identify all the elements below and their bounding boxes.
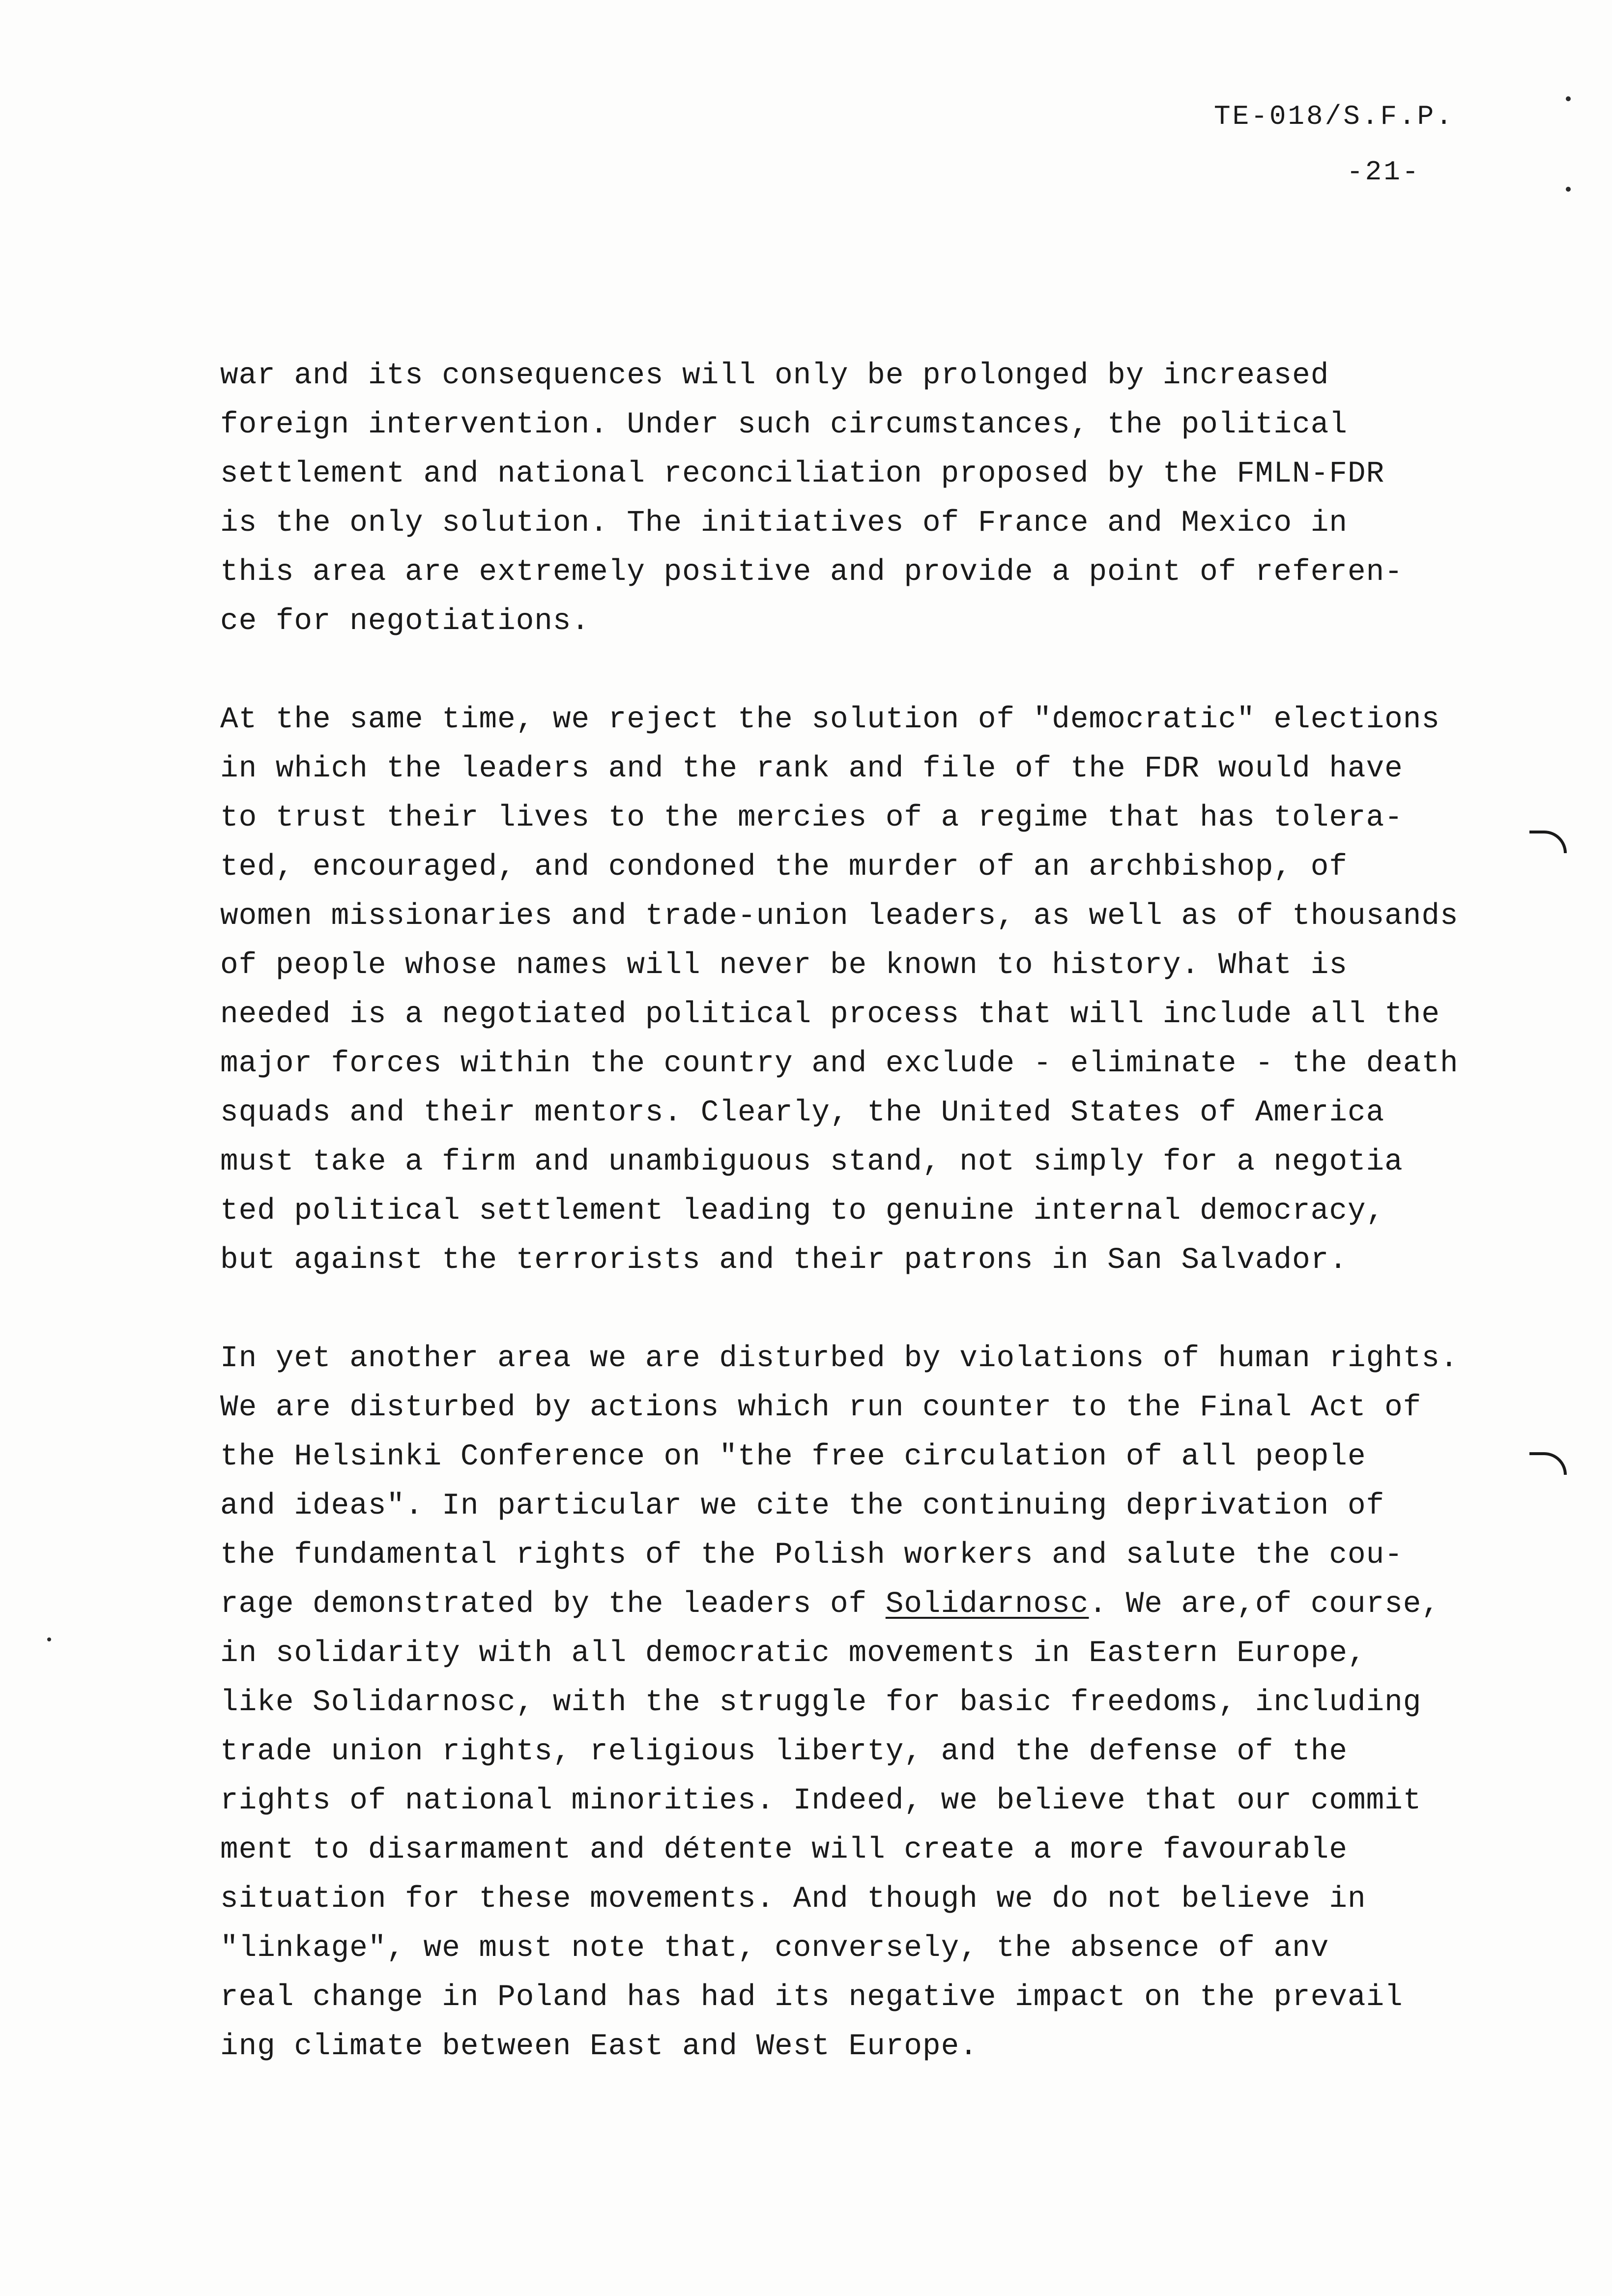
- text-line: settlement and national reconciliation proposed by the FMLN-FDR: [220, 457, 1385, 491]
- margin-speck-1: [1566, 96, 1571, 101]
- text-line: foreign intervention. Under such circumstances, the political: [220, 408, 1348, 442]
- text-line: the Helsinki Conference on "the free circulation of all people: [220, 1440, 1366, 1474]
- text-line: ment to disarmament and détente will create a more favourable: [220, 1833, 1348, 1867]
- text-line: in which the leaders and the rank and file of the FDR would have: [220, 752, 1403, 786]
- text-line: In yet another area we are disturbed by violations of human rights.: [220, 1342, 1459, 1376]
- text-line: this area are extremely positive and provide a point of referen-: [220, 555, 1403, 589]
- text-line: is the only solution. The initiatives of France and Mexico in: [220, 506, 1348, 540]
- text-line: like Solidarnosc, with the struggle for basic freedoms, including: [220, 1686, 1422, 1720]
- text-line: situation for these movements. And though we do not believe in: [220, 1882, 1366, 1916]
- text-line: We are disturbed by actions which run counter to the Final Act of: [220, 1391, 1422, 1425]
- paragraph-1: [220, 351, 1557, 646]
- paragraph-3: [220, 1334, 1557, 2071]
- text-line: ted political settlement leading to genuine internal democracy,: [220, 1194, 1385, 1228]
- text-line: in solidarity with all democratic movements in Eastern Europe,: [220, 1636, 1366, 1670]
- text-line: At the same time, we reject the solution of "democratic" elections: [220, 703, 1440, 737]
- text-line: but against the terrorists and their patrons in San Salvador.: [220, 1243, 1348, 1277]
- text-line: rage demonstrated by the leaders of Solidarnosc. We are,of course,: [220, 1587, 1440, 1621]
- margin-speck-2: [1566, 187, 1571, 192]
- text-line: ce for negotiations.: [220, 604, 590, 638]
- page-header: [0, 0, 1612, 197]
- text-line: real change in Poland has had its negative impact on the prevail: [220, 1980, 1403, 2014]
- page-number: -21-: [1347, 156, 1421, 188]
- margin-speck-3: [47, 1637, 51, 1641]
- text-line: ing climate between East and West Europe.: [220, 2030, 978, 2064]
- text-line: ted, encouraged, and condoned the murder of an archbishop, of: [220, 850, 1348, 884]
- text-line: major forces within the country and exclude - eliminate - the death: [220, 1047, 1459, 1081]
- text-line: trade union rights, religious liberty, and the defense of the: [220, 1735, 1348, 1769]
- underlined-word: Solidarnosc: [885, 1587, 1089, 1621]
- text-line: "linkage", we must note that, conversely, the absence of anv: [220, 1931, 1329, 1965]
- text-line: squads and their mentors. Clearly, the United States of America: [220, 1096, 1385, 1130]
- text-line: to trust their lives to the mercies of a regime that has tolera-: [220, 801, 1403, 835]
- text-line: and ideas". In particular we cite the continuing deprivation of: [220, 1489, 1385, 1523]
- paragraph-2: [220, 695, 1557, 1285]
- text-line: the fundamental rights of the Polish workers and salute the cou-: [220, 1538, 1403, 1572]
- text-line: rights of national minorities. Indeed, we believe that our commit: [220, 1784, 1422, 1818]
- body-text: [220, 351, 1557, 2121]
- text-line: war and its consequences will only be prolonged by increased: [220, 359, 1329, 393]
- document-reference: TE-018/S.F.P.: [1214, 101, 1454, 132]
- text-line: must take a firm and unambiguous stand, not simply for a negotia: [220, 1145, 1403, 1179]
- text-line: women missionaries and trade-union leaders, as well as of thousands: [220, 899, 1459, 933]
- text-line: needed is a negotiated political process that will include all the: [220, 998, 1440, 1032]
- text-line: of people whose names will never be known to history. What is: [220, 948, 1348, 982]
